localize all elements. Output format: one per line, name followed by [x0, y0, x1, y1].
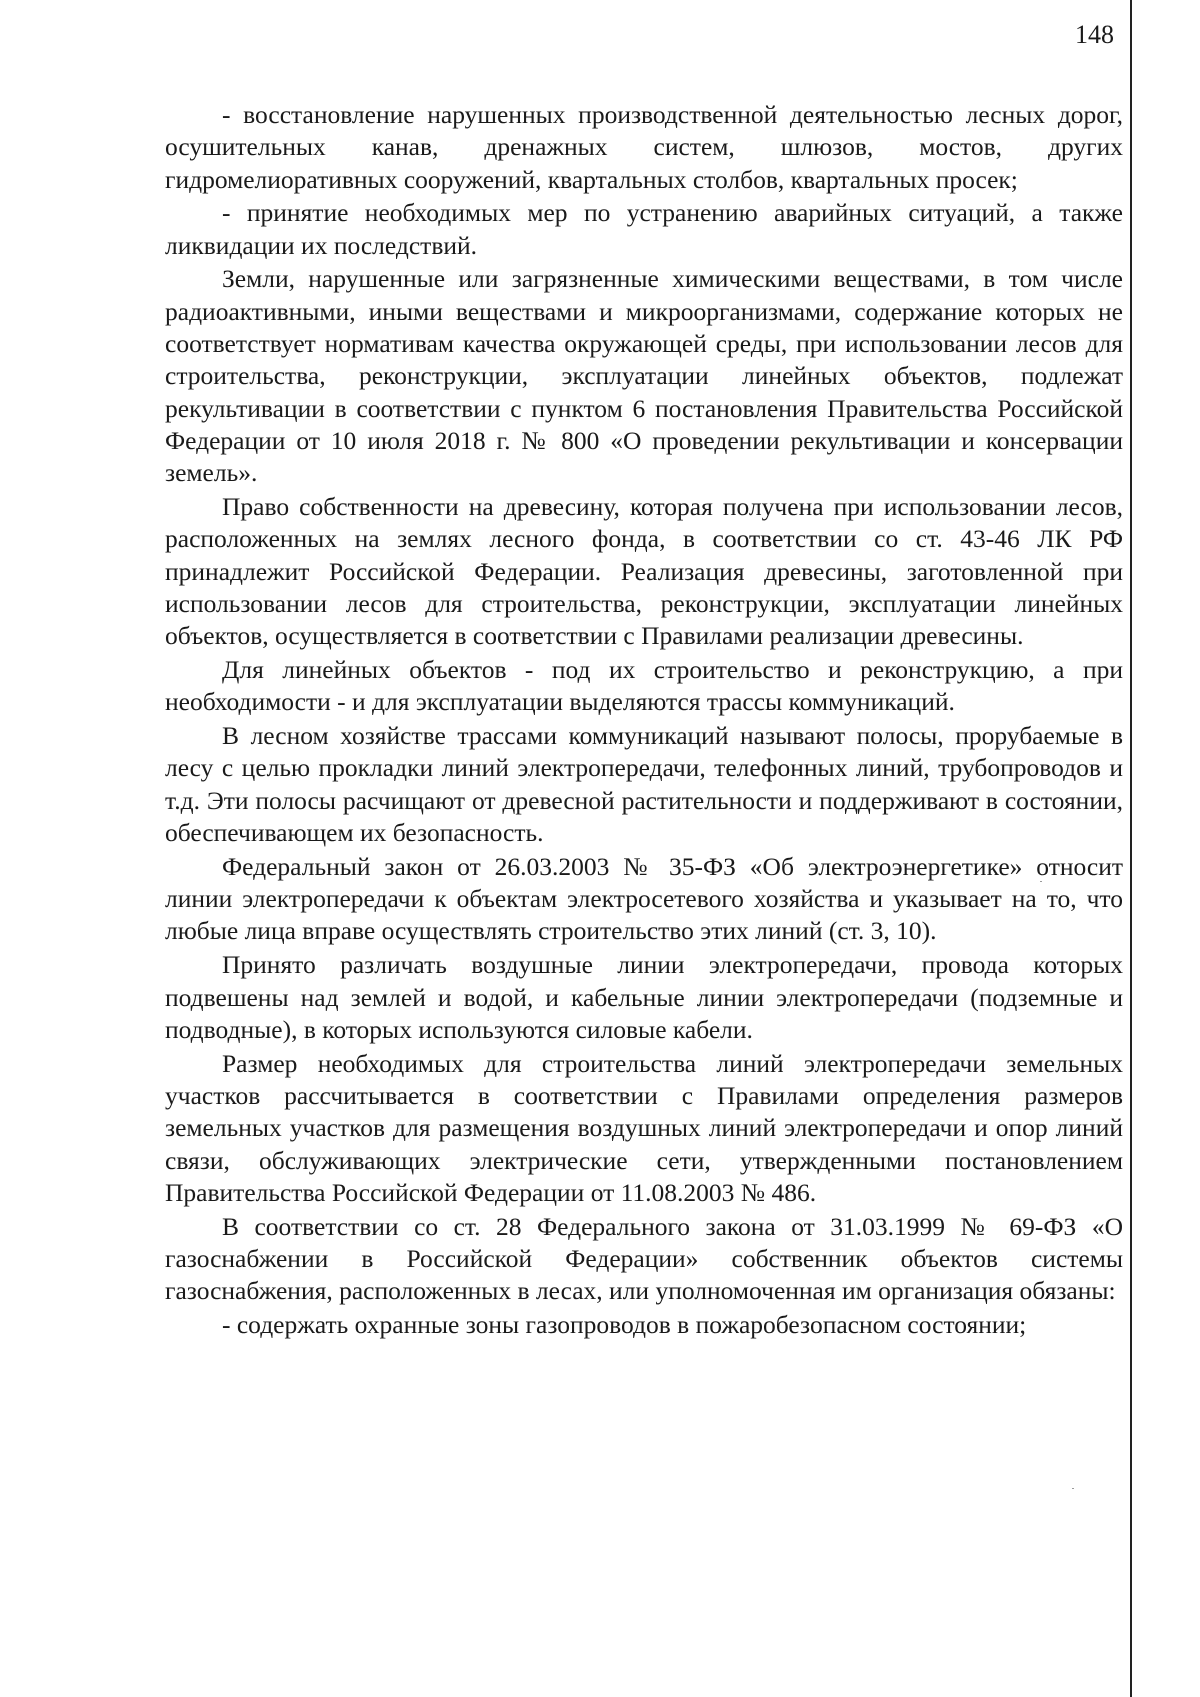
scan-speck [1072, 1488, 1074, 1489]
paragraph-restoration-item: - восстановление нарушенных производственной деятельностью лесных дорог, осушительных канав, дренажных систем, шлюзов, мостов, других гидромелиоративных сооружений, квартальных столбов, квартальных просек; [165, 100, 1123, 194]
paragraph-communication-routes: В лесном хозяйстве трассами коммуникаций называют полосы, прорубаемые в лесу с целью прокладки линий электропередачи, телефонных линий, трубопроводов и т.д. Эти полосы расчищают от древесной растительности и поддерживают в состоянии, обеспечивающем их безопасность. [165, 721, 1123, 848]
paragraph-gas-pipeline-zones: - содержать охранные зоны газопроводов в пожаробезопасном состоянии; [222, 1309, 1027, 1339]
page-edge-line [1130, 0, 1132, 1697]
paragraph-land-plot-size: Размер необходимых для строительства линий электропередачи земельных участков рассчитывается в соответствии с Правилами определения размеров земельных участков для размещения воздушных линий электропередачи и опор линий связи, обслуживающих электрические сети, утвержденными постановлением Правительства Российской Федерации от 11.08.2003 № 486. [165, 1048, 1123, 1207]
paragraph-emergency-item: - принятие необходимых мер по устранению аварийных ситуаций, а также ликвидации их последствий. [165, 198, 1123, 260]
paragraph-electricity-law: Федеральный закон от 26.03.2003 № 35-ФЗ «Об электроэнергетике» относит линии электропередачи к объектам электросетевого хозяйства и указывает на то, что любые лица вправе осуществлять строительство этих линий (ст. 3, 10). [165, 851, 1123, 946]
page-number: 148 [1075, 20, 1114, 49]
paragraph-power-line-types: Принято различать воздушные линии электропередачи, провода которых подвешены над землей и водой, и кабельные линии электропередачи (подземные и подводные), в которых используются силовые кабели. [165, 950, 1123, 1044]
paragraph-wood-ownership: Право собственности на древесину, которая получена при использовании лесов, расположенных на землях лесного фонда, в соответствии со ст. 43-46 ЛК РФ принадлежит Российской Федерации. Реализация древесины, заготовленной при использовании лесов для строительства, реконструкции, эксплуатации линейных объектов, осуществляется в соответствии с Правилами реализации древесины. [165, 492, 1123, 651]
paragraph-gas-supply-law: В соответствии со ст. 28 Федерального закона от 31.03.1999 № 69-ФЗ «О газоснабжении в Российской Федерации» собственник объектов системы газоснабжения, расположенных в лесах, или уполномоченная им организация обязаны: [165, 1211, 1123, 1306]
document-body [165, 99, 1123, 1343]
paragraph-linear-objects: Для линейных объектов - под их строительство и реконструкцию, а при необходимости - и для эксплуатации выделяются трассы коммуникаций. [165, 655, 1123, 717]
scan-speck [1040, 881, 1042, 882]
paragraph-land-recultivation: Земли, нарушенные или загрязненные химическими веществами, в том числе радиоактивными, иными веществами и микроорганизмами, содержание которых не соответствует нормативам качества окружающей среды, при использовании лесов для строительства, реконструкции, эксплуатации линейных объектов, подлежат рекультивации в соответствии с пунктом 6 постановления Правительства Российской Федерации от 10 июля 2018 г. № 800 «О проведении рекультивации и консервации земель». [165, 264, 1123, 488]
